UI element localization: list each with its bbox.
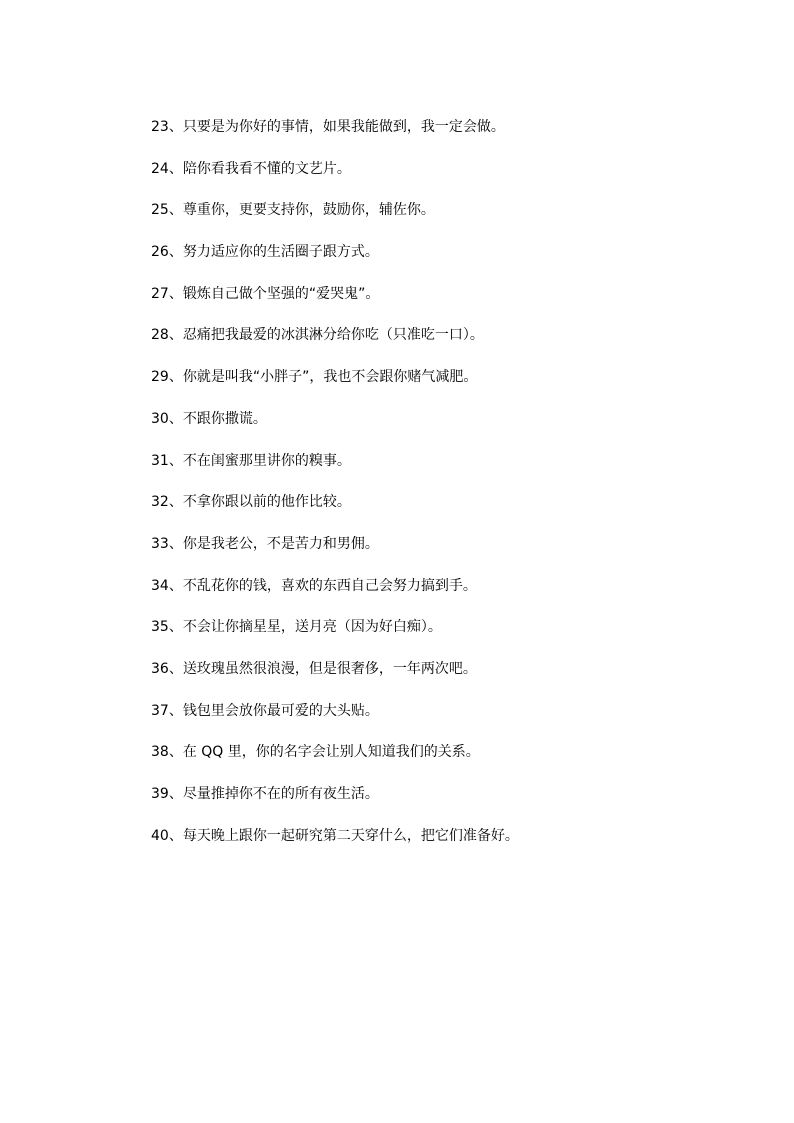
list-item: 25、尊重你，更要支持你，鼓励你，辅佐你。 — [151, 202, 435, 219]
list-item: 30、不跟你撒谎。 — [151, 410, 267, 427]
list-item: 34、不乱花你的钱，喜欢的东西自己会努力搞到手。 — [151, 577, 477, 594]
list-item: 39、尽量推掉你不在的所有夜生活。 — [151, 786, 379, 802]
list-item: 27、锻炼自己做个坚强的“爱哭鬼”。 — [151, 285, 380, 302]
list-item: 40、每天晚上跟你一起研究第二天穿什么，把它们准备好。 — [151, 827, 519, 844]
list-item: 28、忍痛把我最爱的冰淇淋分给你吃（只准吃一口）。 — [151, 327, 484, 344]
numbered-list — [151, 116, 519, 866]
list-item: 24、陪你看我看不懂的文艺片。 — [151, 160, 351, 177]
list-item: 35、不会让你摘星星，送月亮（因为好白痴）。 — [151, 619, 442, 636]
list-item: 32、不拿你跟以前的他作比较。 — [151, 494, 351, 511]
list-item: 31、不在闺蜜那里讲你的糗事。 — [151, 452, 351, 469]
list-item: 26、努力适应你的生活圈子跟方式。 — [151, 244, 379, 261]
list-item: 23、只要是为你好的事情，如果我能做到，我一定会做。 — [151, 119, 505, 135]
list-item: 33、你是我老公，不是苦力和男佣。 — [151, 535, 379, 552]
list-item: 36、送玫瑰虽然很浪漫，但是很奢侈，一年两次吧。 — [151, 660, 477, 677]
list-item: 38、在 QQ 里，你的名字会让别人知道我们的关系。 — [151, 744, 480, 761]
list-item: 37、钱包里会放你最可爱的大头贴。 — [151, 702, 379, 719]
list-item: 29、你就是叫我“小胖子”，我也不会跟你赌气减肥。 — [151, 369, 478, 386]
